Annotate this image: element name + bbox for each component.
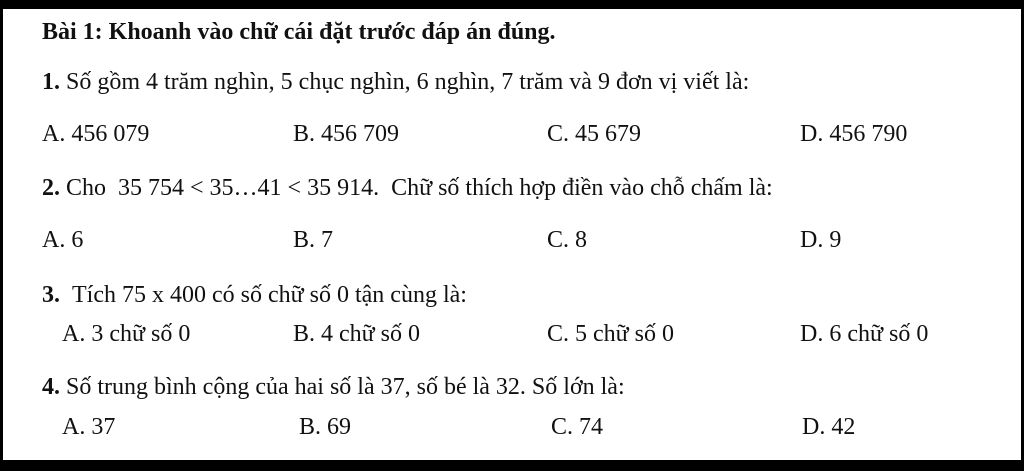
top-border bbox=[0, 0, 1024, 9]
question-1-option-b[interactable]: B. 456 709 bbox=[293, 121, 400, 147]
question-4-text: Số trung bình cộng của hai số là 37, số bé là 32. Số lớn là: bbox=[66, 374, 625, 400]
question-4-option-a[interactable]: A. 37 bbox=[62, 414, 116, 440]
bottom-border bbox=[0, 460, 1024, 471]
question-1-number: 1. bbox=[42, 69, 60, 95]
question-3 bbox=[42, 281, 467, 309]
question-2 bbox=[42, 174, 773, 202]
question-3-text: Tích 75 x 400 có số chữ số 0 tận cùng là: bbox=[72, 282, 467, 308]
question-3-option-d[interactable]: D. 6 chữ số 0 bbox=[800, 321, 929, 347]
question-1-option-d[interactable]: D. 456 790 bbox=[800, 121, 908, 147]
question-3-option-b[interactable]: B. 4 chữ số 0 bbox=[293, 321, 421, 347]
left-border bbox=[0, 0, 3, 471]
question-3-number: 3. bbox=[42, 282, 60, 308]
question-4-option-b[interactable]: B. 69 bbox=[299, 414, 352, 440]
question-2-option-d[interactable]: D. 9 bbox=[800, 227, 842, 253]
question-1-option-a[interactable]: A. 456 079 bbox=[42, 121, 150, 147]
question-3-option-a[interactable]: A. 3 chữ số 0 bbox=[62, 321, 191, 347]
question-3-option-c[interactable]: C. 5 chữ số 0 bbox=[547, 321, 675, 347]
question-4-number: 4. bbox=[42, 374, 60, 400]
question-4-option-d[interactable]: D. 42 bbox=[802, 414, 856, 440]
question-1 bbox=[42, 68, 749, 96]
exercise-title: Bài 1: Khoanh vào chữ cái đặt trước đáp án đúng. bbox=[42, 19, 556, 45]
question-2-option-a[interactable]: A. 6 bbox=[42, 227, 84, 253]
question-2-number: 2. bbox=[42, 175, 60, 201]
question-4 bbox=[42, 373, 625, 401]
question-2-text: Cho 35 754 < 35…41 < 35 914. Chữ số thích hợp điền vào chỗ chấm là: bbox=[66, 175, 773, 201]
question-1-option-c[interactable]: C. 45 679 bbox=[547, 121, 642, 147]
question-2-option-c[interactable]: C. 8 bbox=[547, 227, 588, 253]
question-2-option-b[interactable]: B. 7 bbox=[293, 227, 334, 253]
question-4-option-c[interactable]: C. 74 bbox=[551, 414, 604, 440]
question-1-text: Số gồm 4 trăm nghìn, 5 chục nghìn, 6 nghìn, 7 trăm và 9 đơn vị viết là: bbox=[66, 69, 750, 95]
